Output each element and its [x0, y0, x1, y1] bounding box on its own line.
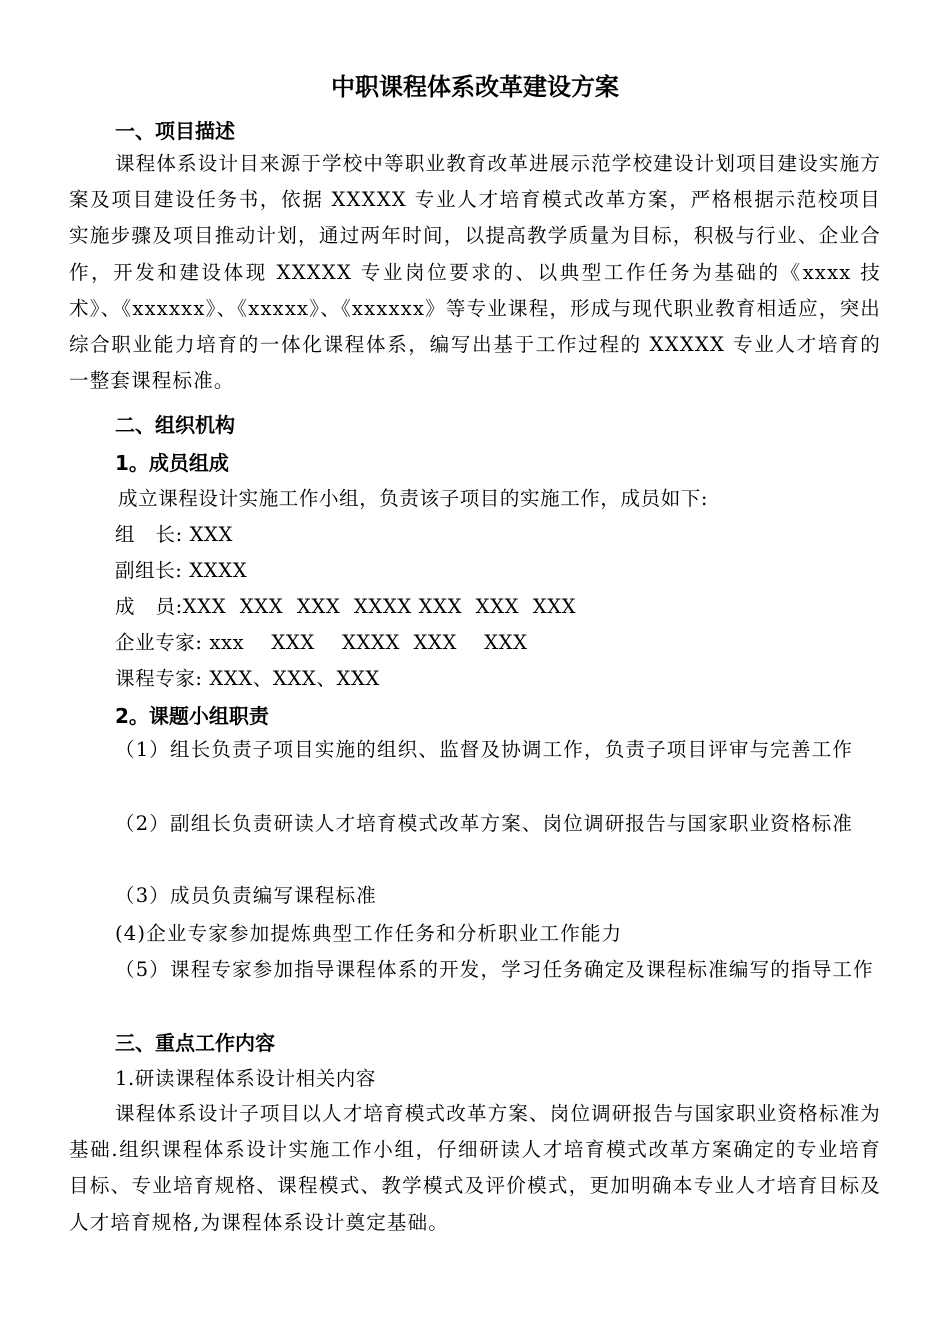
section-heading-organization: 二、组织机构	[115, 413, 235, 437]
subsection-heading-study: 1.研读课程体系设计相关内容	[115, 1067, 377, 1090]
member-line-members: 成 员:XXX XXX XXX XXXX XXX XXX XXX	[115, 595, 577, 618]
section-heading-key-work: 三、重点工作内容	[115, 1031, 275, 1055]
members-intro: 成立课程设计实施工作小组，负责该子项目的实施工作，成员如下:	[118, 487, 709, 510]
member-line-leader: 组 长: XXX	[115, 523, 234, 546]
project-description-paragraph: 课程体系设计目来源于学校中等职业教育改革进展示范学校建设计划项目建设实施方案及项目建设任务书，依据 XXXXX 专业人才培育模式改革方案，严格根据示范校项目实施步骤及项目推动计划，通过两年时间，以提高教学质量为目标，积极与行业、企业合作，开发和建设体现 XXXXX 专业岗位要求的、以典型工作任务为基础的《xxxx 技术》、《xxxxxx》、《xxxxx》、《xxxxxx》等专业课程，形成与现代职业教育相适应，突出综合职业能力培育的一体化课程体系，编写出基于工作过程的 XXXXX 专业人才培育的一整套课程标准。	[69, 152, 881, 393]
member-line-deputy: 副组长: XXXX	[115, 559, 248, 582]
member-line-industry-experts: 企业专家: xxx XXX XXXX XXX XXX	[115, 631, 528, 654]
duty-item-1: （1）组长负责子项目实施的组织、监督及协调工作，负责子项目评审与完善工作	[115, 738, 854, 761]
duty-item-5: （5）课程专家参加指导课程体系的开发，学习任务确定及课程标准编写的指导工作	[115, 958, 874, 981]
document-title: 中职课程体系改革建设方案	[331, 73, 619, 101]
section-heading-project-description: 一、项目描述	[115, 119, 235, 143]
study-paragraph: 课程体系设计子项目以人才培育模式改革方案、岗位调研报告与国家职业资格标准为基础.组织课程体系设计实施工作小组，仔细研读人才培育模式改革方案确定的专业培育目标、专业培育规格、课程模式、教学模式及评价模式，更加明确本专业人才培育目标及人才培育规格,为课程体系设计奠定基础。	[69, 1102, 881, 1234]
subsection-heading-members: 1。成员组成	[115, 451, 229, 475]
subsection-heading-duties: 2。课题小组职责	[115, 704, 269, 728]
duty-item-4: (4)企业专家参加提炼典型工作任务和分析职业工作能力	[115, 922, 623, 945]
duty-item-3: （3）成员负责编写课程标准	[115, 884, 378, 907]
duty-item-2: （2）副组长负责研读人才培育模式改革方案、岗位调研报告与国家职业资格标准	[115, 812, 854, 835]
member-line-course-experts: 课程专家: XXX、XXX、XXX	[115, 667, 380, 690]
